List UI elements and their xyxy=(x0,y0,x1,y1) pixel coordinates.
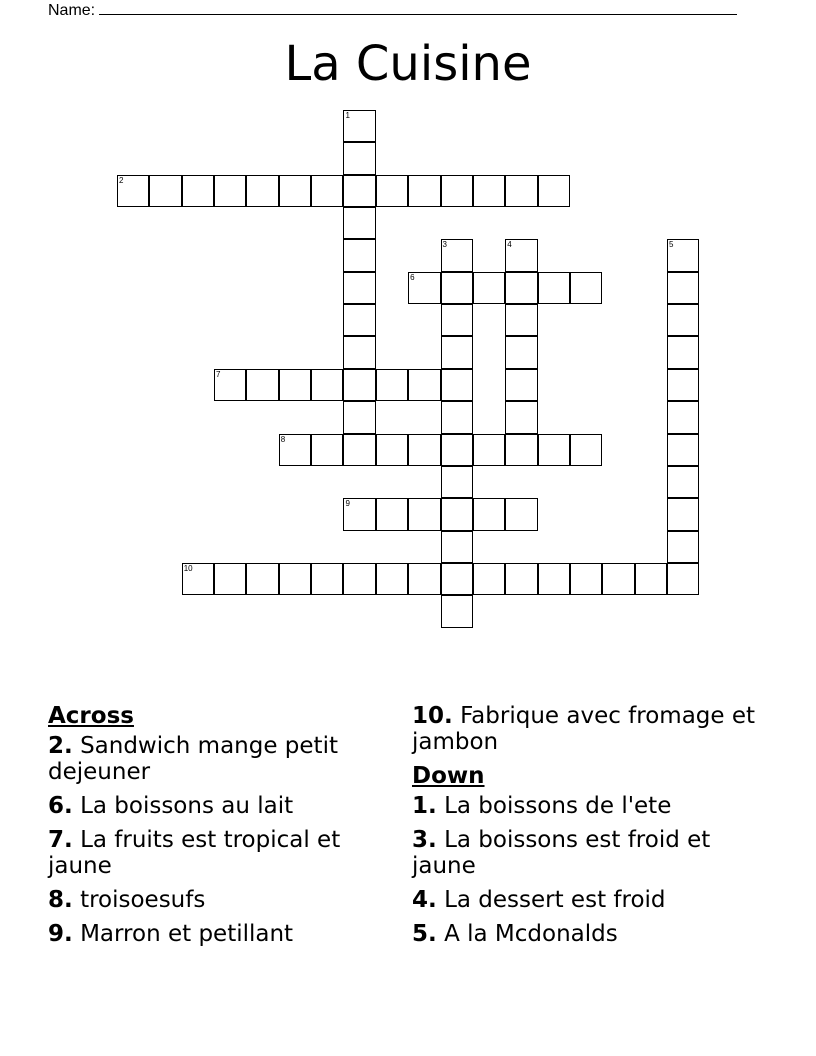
grid-cell[interactable] xyxy=(441,304,473,336)
grid-cell[interactable] xyxy=(279,369,311,401)
clue-text: La dessert est froid xyxy=(444,887,666,913)
grid-cell[interactable] xyxy=(408,175,440,207)
grid-cell[interactable] xyxy=(441,369,473,401)
grid-cell[interactable] xyxy=(602,563,634,595)
grid-cell[interactable] xyxy=(667,239,699,271)
clue-number: 1. xyxy=(412,793,437,819)
cell-number: 2 xyxy=(119,175,124,185)
grid-cell[interactable] xyxy=(408,563,440,595)
grid-cell[interactable] xyxy=(376,434,408,466)
cell-number: 1 xyxy=(345,111,350,120)
clue-down-5 xyxy=(412,921,772,947)
cell-number: 6 xyxy=(410,272,415,282)
grid-cell[interactable] xyxy=(441,434,473,466)
clue-number: 7. xyxy=(48,827,73,853)
clues-right-column xyxy=(412,703,772,955)
grid-cell[interactable] xyxy=(505,563,537,595)
clue-number: 6. xyxy=(48,793,73,819)
grid-cell[interactable] xyxy=(311,369,343,401)
grid-cell[interactable] xyxy=(117,175,149,207)
clue-number: 4. xyxy=(412,887,437,913)
grid-cell[interactable] xyxy=(343,110,375,142)
grid-cell[interactable] xyxy=(505,434,537,466)
grid-cell[interactable] xyxy=(441,336,473,368)
clue-number: 9. xyxy=(48,921,73,947)
grid-cell[interactable] xyxy=(343,142,375,174)
grid-cell[interactable] xyxy=(505,369,537,401)
cell-number: 10 xyxy=(183,563,193,573)
grid-cell[interactable] xyxy=(441,466,473,498)
cell-number: 9 xyxy=(345,499,350,509)
grid-cell[interactable] xyxy=(246,369,278,401)
grid-cell[interactable] xyxy=(667,563,699,595)
clue-text: troisoesufs xyxy=(80,887,206,913)
grid-cell[interactable] xyxy=(343,175,375,207)
clue-across-7 xyxy=(48,827,378,879)
grid-cell[interactable] xyxy=(667,531,699,563)
grid-cell[interactable] xyxy=(214,563,246,595)
grid-cell[interactable] xyxy=(182,175,214,207)
grid-cell[interactable] xyxy=(279,563,311,595)
grid-cell[interactable] xyxy=(343,498,375,530)
grid-cell[interactable] xyxy=(408,272,440,304)
clue-number: 8. xyxy=(48,887,73,913)
clue-text: La boissons est froid et jaune xyxy=(412,827,711,879)
cell-number: 7 xyxy=(216,369,221,379)
grid-cell[interactable] xyxy=(408,498,440,530)
grid-cell[interactable] xyxy=(343,563,375,595)
grid-cell[interactable] xyxy=(279,434,311,466)
grid-cell[interactable] xyxy=(505,175,537,207)
clue-number: 2. xyxy=(48,733,73,759)
grid-cell[interactable] xyxy=(667,434,699,466)
grid-cell[interactable] xyxy=(376,563,408,595)
grid-cell[interactable] xyxy=(667,498,699,530)
name-label: Name: xyxy=(48,2,96,19)
cell-number: 5 xyxy=(668,240,674,250)
clue-text: La fruits est tropical et jaune xyxy=(48,827,341,879)
grid-cell[interactable] xyxy=(473,272,505,304)
name-field xyxy=(48,0,737,20)
cell-number: 4 xyxy=(507,240,512,250)
grid-cell[interactable] xyxy=(214,369,246,401)
clue-text: La boissons de l'ete xyxy=(444,793,672,819)
grid-cell[interactable] xyxy=(667,401,699,433)
grid-cell[interactable] xyxy=(538,563,570,595)
grid-cell[interactable] xyxy=(182,563,214,595)
puzzle-title: La Cuisine xyxy=(284,36,532,92)
grid-cell[interactable] xyxy=(408,434,440,466)
clue-text: A la Mcdonalds xyxy=(444,921,618,947)
grid-cell[interactable] xyxy=(570,434,602,466)
grid-cell[interactable] xyxy=(441,272,473,304)
grid-cell[interactable] xyxy=(505,272,537,304)
grid-cell[interactable] xyxy=(473,498,505,530)
grid-cell[interactable] xyxy=(214,175,246,207)
clue-text: Sandwich mange petit dejeuner xyxy=(48,733,338,785)
grid-cell[interactable] xyxy=(441,239,473,271)
grid-cell[interactable] xyxy=(505,304,537,336)
across-heading: Across xyxy=(48,703,134,729)
grid-cell[interactable] xyxy=(570,272,602,304)
grid-cell[interactable] xyxy=(246,175,278,207)
grid-cell[interactable] xyxy=(473,434,505,466)
grid-cell[interactable] xyxy=(538,272,570,304)
clue-number: 10. xyxy=(412,703,453,729)
grid-cell[interactable] xyxy=(667,304,699,336)
clue-number: 3. xyxy=(412,827,437,853)
clue-down-3 xyxy=(412,827,772,879)
name-blank-line[interactable] xyxy=(99,0,737,15)
clue-number: 5. xyxy=(412,921,437,947)
clue-across-2 xyxy=(48,733,378,785)
down-heading: Down xyxy=(412,763,485,789)
grid-cell[interactable] xyxy=(149,175,181,207)
cell-number: 8 xyxy=(280,434,286,444)
grid-cell[interactable] xyxy=(505,239,537,271)
clue-text: Fabrique avec fromage et jambon xyxy=(412,703,756,755)
clue-down-4 xyxy=(412,887,772,913)
grid-cell[interactable] xyxy=(667,369,699,401)
grid-cell[interactable] xyxy=(376,369,408,401)
grid-cell[interactable] xyxy=(667,336,699,368)
grid-cell[interactable] xyxy=(538,434,570,466)
grid-cell[interactable] xyxy=(343,239,375,271)
clue-across-10 xyxy=(412,703,772,755)
clue-across-6 xyxy=(48,793,378,819)
grid-cell[interactable] xyxy=(505,498,537,530)
grid-cell[interactable] xyxy=(667,466,699,498)
clue-across-8 xyxy=(48,887,378,913)
grid-cell[interactable] xyxy=(376,175,408,207)
clue-down-1 xyxy=(412,793,772,819)
clue-across-9 xyxy=(48,921,378,947)
grid-cell[interactable] xyxy=(441,175,473,207)
grid-cell[interactable] xyxy=(343,304,375,336)
grid-cell[interactable] xyxy=(343,434,375,466)
grid-cell[interactable] xyxy=(635,563,667,595)
grid-cell[interactable] xyxy=(505,401,537,433)
grid-cell[interactable] xyxy=(343,401,375,433)
grid-cell[interactable] xyxy=(473,563,505,595)
grid-cell[interactable] xyxy=(570,563,602,595)
grid-cell[interactable] xyxy=(408,369,440,401)
grid-cell[interactable] xyxy=(343,369,375,401)
grid-cell[interactable] xyxy=(311,175,343,207)
grid-cell[interactable] xyxy=(441,498,473,530)
grid-cell[interactable] xyxy=(343,207,375,239)
grid-cell[interactable] xyxy=(538,175,570,207)
grid-cell[interactable] xyxy=(311,434,343,466)
grid-cell[interactable] xyxy=(311,563,343,595)
grid-cell[interactable] xyxy=(246,563,278,595)
grid-cell[interactable] xyxy=(343,272,375,304)
grid-cell[interactable] xyxy=(441,531,473,563)
clue-text: La boissons au lait xyxy=(80,793,294,819)
grid-cell[interactable] xyxy=(505,336,537,368)
grid-cell[interactable] xyxy=(376,498,408,530)
grid-cell[interactable] xyxy=(343,336,375,368)
grid-cell[interactable] xyxy=(441,595,473,627)
grid-cell[interactable] xyxy=(279,175,311,207)
clues-left-column xyxy=(48,703,378,955)
cell-number: 3 xyxy=(442,240,447,250)
clue-text: Marron et petillant xyxy=(80,921,294,947)
grid-cell[interactable] xyxy=(473,175,505,207)
grid-cell[interactable] xyxy=(667,272,699,304)
grid-cell[interactable] xyxy=(441,401,473,433)
grid-cell[interactable] xyxy=(441,563,473,595)
